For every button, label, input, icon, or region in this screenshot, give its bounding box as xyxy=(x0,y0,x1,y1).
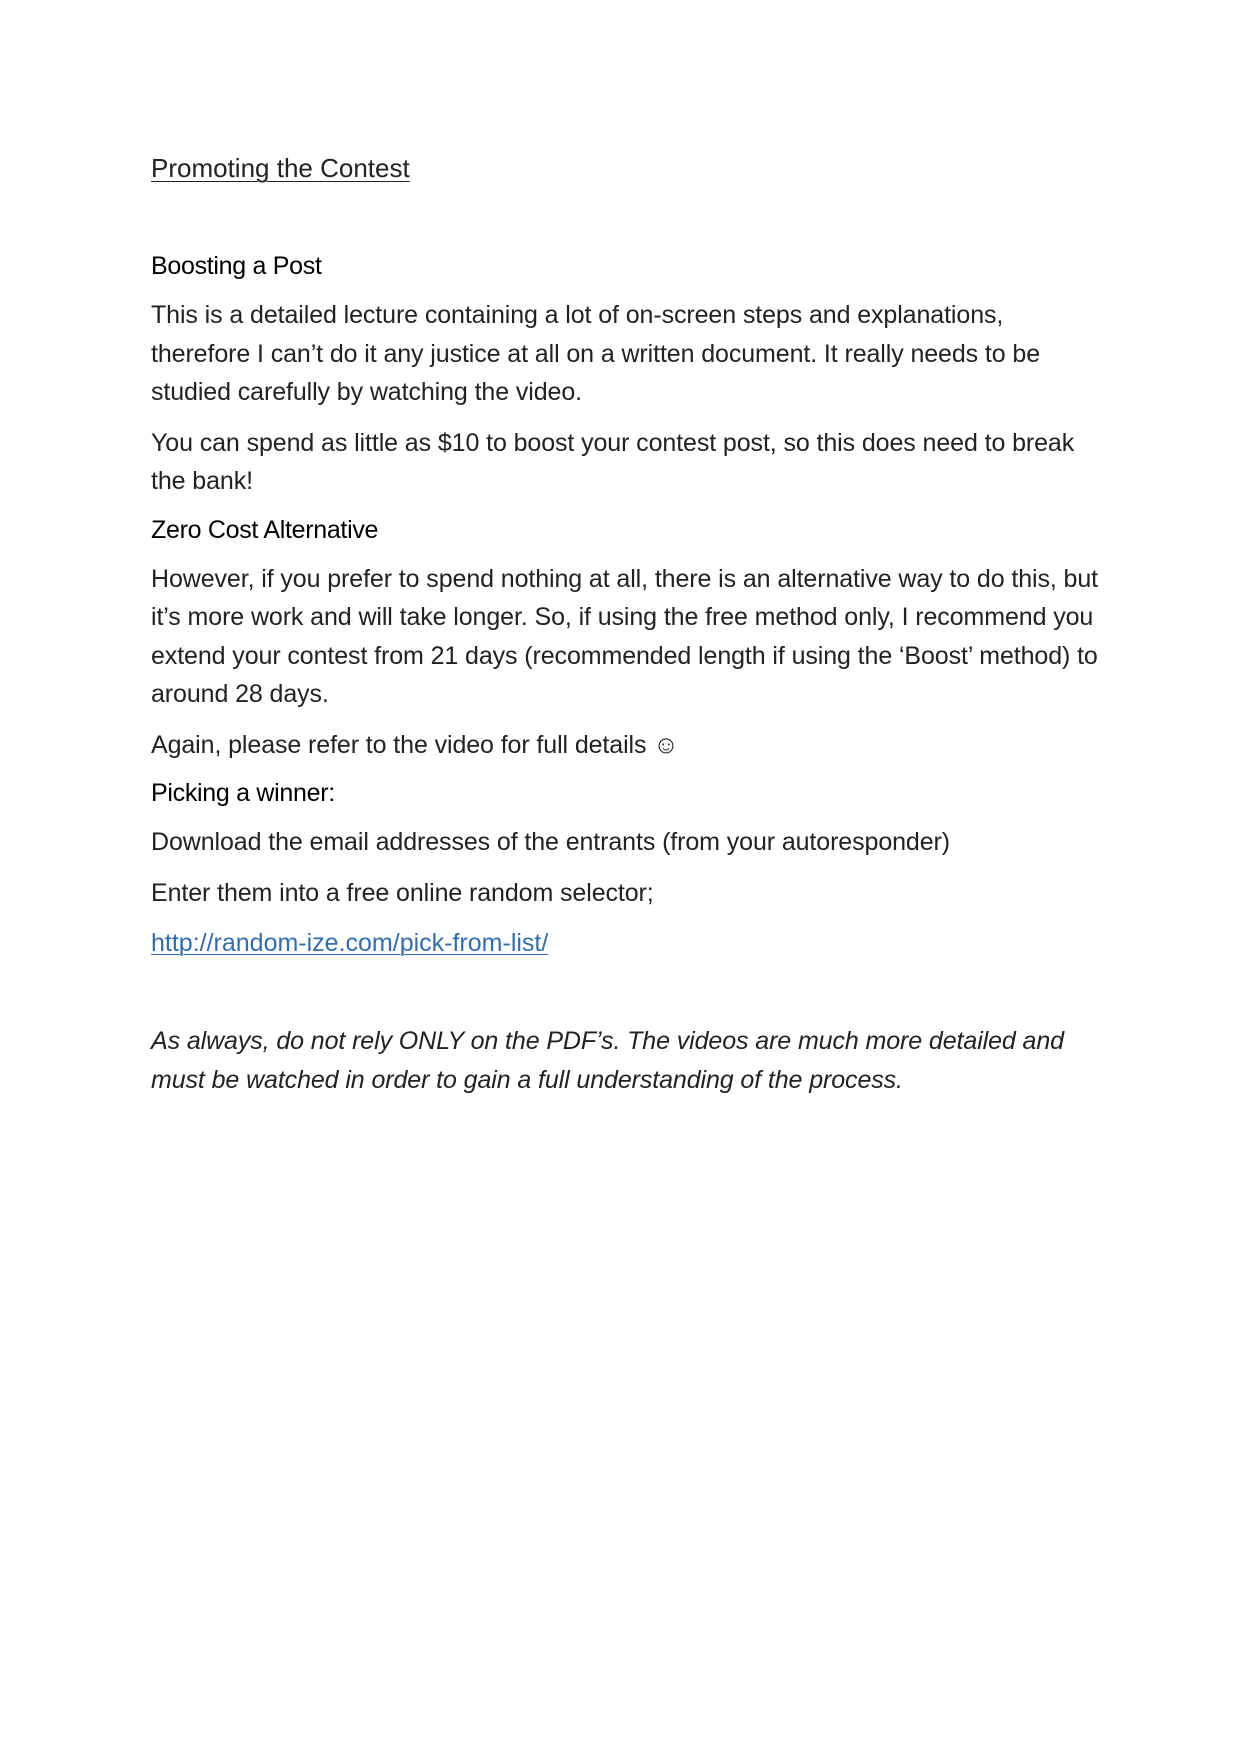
zero-cost-paragraph-2: Again, please refer to the video for full details ☺ xyxy=(151,730,679,759)
boosting-paragraph-2: You can spend as little as $10 to boost your contest post, so this does need to break the bank! xyxy=(151,428,1075,495)
zero-cost-paragraph-1: However, if you prefer to spend nothing at all, there is an alternative way to do this, but it’s more work and will take longer. So, if using the free method only, I recommend you extend your contest from 21 days (recommended length if using the ‘Boost’ method) to around 28 days. xyxy=(151,564,1099,708)
page-title: Promoting the Contest xyxy=(151,153,410,183)
picking-winner-paragraph-2: Enter them into a free online random selector; xyxy=(151,878,654,907)
zero-cost-heading: Zero Cost Alternative xyxy=(151,515,379,544)
picking-winner-paragraph-1: Download the email addresses of the entrants (from your autoresponder) xyxy=(151,828,950,856)
boosting-heading: Boosting a Post xyxy=(151,252,322,280)
random-selector-link[interactable]: http://random-ize.com/pick-from-list/ xyxy=(151,929,549,957)
document-body xyxy=(151,148,1101,1099)
boosting-paragraph-1: This is a detailed lecture containing a lot of on-screen steps and explanations, therefore I can’t do it any justice at all on a written document. It really needs to be studied carefully by watching the video. xyxy=(151,301,1041,406)
closing-note: As always, do not rely ONLY on the PDF’s. The videos are much more detailed and must be watched in order to gain a full understanding of the process. xyxy=(151,1027,1064,1094)
picking-winner-heading: Picking a winner: xyxy=(151,779,335,807)
